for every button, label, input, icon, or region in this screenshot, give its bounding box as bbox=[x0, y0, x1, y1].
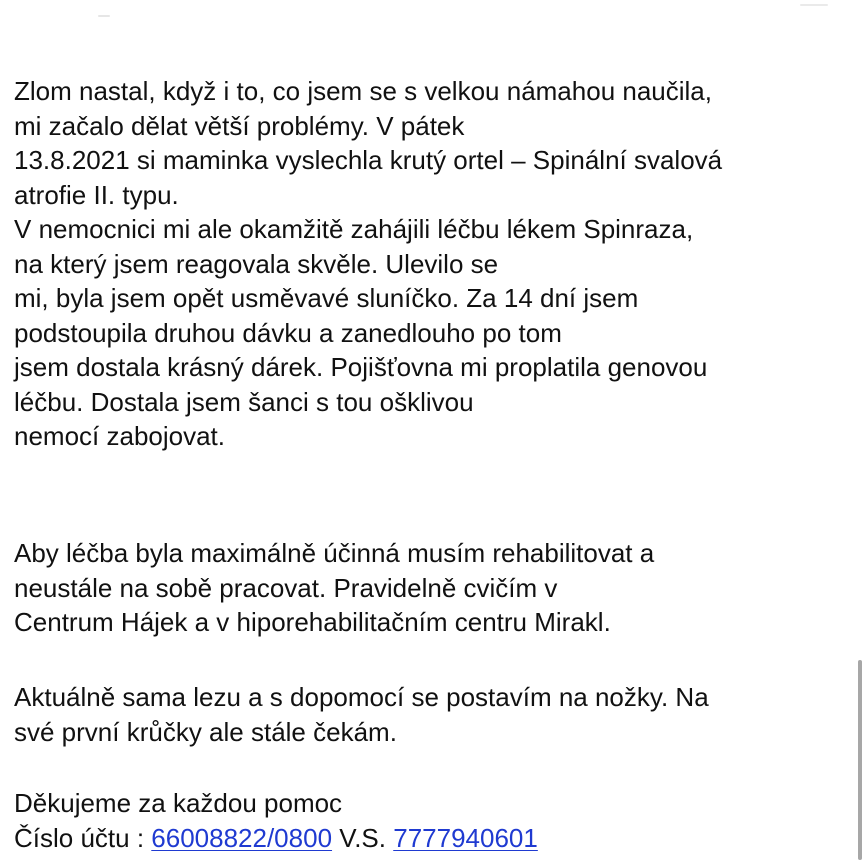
text-line: mi začalo dělat větší problémy. V pátek bbox=[14, 110, 465, 141]
closing-section bbox=[14, 786, 854, 855]
text-line: 13.8.2021 si maminka vyslechla krutý ortel – Spinální svalová bbox=[14, 145, 723, 175]
account-line bbox=[14, 821, 854, 856]
account-label: Číslo účtu : bbox=[14, 822, 152, 853]
scrollbar[interactable] bbox=[855, 0, 865, 865]
top-edge-artifact bbox=[98, 15, 110, 17]
text-line: nemocí zabojovat. bbox=[14, 421, 226, 451]
text-line: atrofie II. typu. bbox=[14, 179, 179, 210]
text-line: Zlom nastal, když i to, co jsem se s velkou námahou naučila, bbox=[14, 76, 712, 106]
thanks-line: Děkujeme za každou pomoc bbox=[14, 788, 343, 818]
text-line: léčbu. Dostala jsem šanci s tou ošklivou bbox=[14, 386, 474, 417]
text-line: Aby léčba byla maximálně účinná musím rehabilitovat a bbox=[14, 538, 655, 568]
paragraph-diagnosis bbox=[14, 74, 854, 454]
paragraph-progress bbox=[14, 680, 854, 749]
top-edge-artifact bbox=[800, 4, 828, 6]
account-number-link[interactable]: 66008822/0800 bbox=[151, 822, 333, 853]
text-line: podstoupila druhou dávku a zanedlouho po tom bbox=[14, 317, 562, 348]
text-line: na který jsem reagovala skvěle. Ulevilo se bbox=[14, 248, 499, 279]
scrollbar-thumb[interactable] bbox=[858, 660, 862, 860]
text-line: své první krůčky ale stále čekám. bbox=[14, 716, 397, 747]
vs-number-link[interactable]: 7777940601 bbox=[393, 822, 538, 853]
text-line: V nemocnici mi ale okamžitě zahájili léčbu lékem Spinraza, bbox=[14, 214, 694, 244]
vs-label: V.S. bbox=[332, 822, 394, 853]
paragraph-rehabilitation bbox=[14, 536, 854, 640]
text-line: jsem dostala krásný dárek. Pojišťovna mi proplatila genovou bbox=[14, 352, 708, 382]
text-line: Aktuálně sama lezu a s dopomocí se postavím na nožky. Na bbox=[14, 682, 709, 712]
text-line: Centrum Hájek a v hiporehabilitačním centru Mirakl. bbox=[14, 607, 611, 637]
text-line: neustále na sobě pracovat. Pravidelně cvičím v bbox=[14, 572, 558, 603]
text-line: mi, byla jsem opět usměvavé sluníčko. Za 14 dní jsem bbox=[14, 283, 639, 313]
